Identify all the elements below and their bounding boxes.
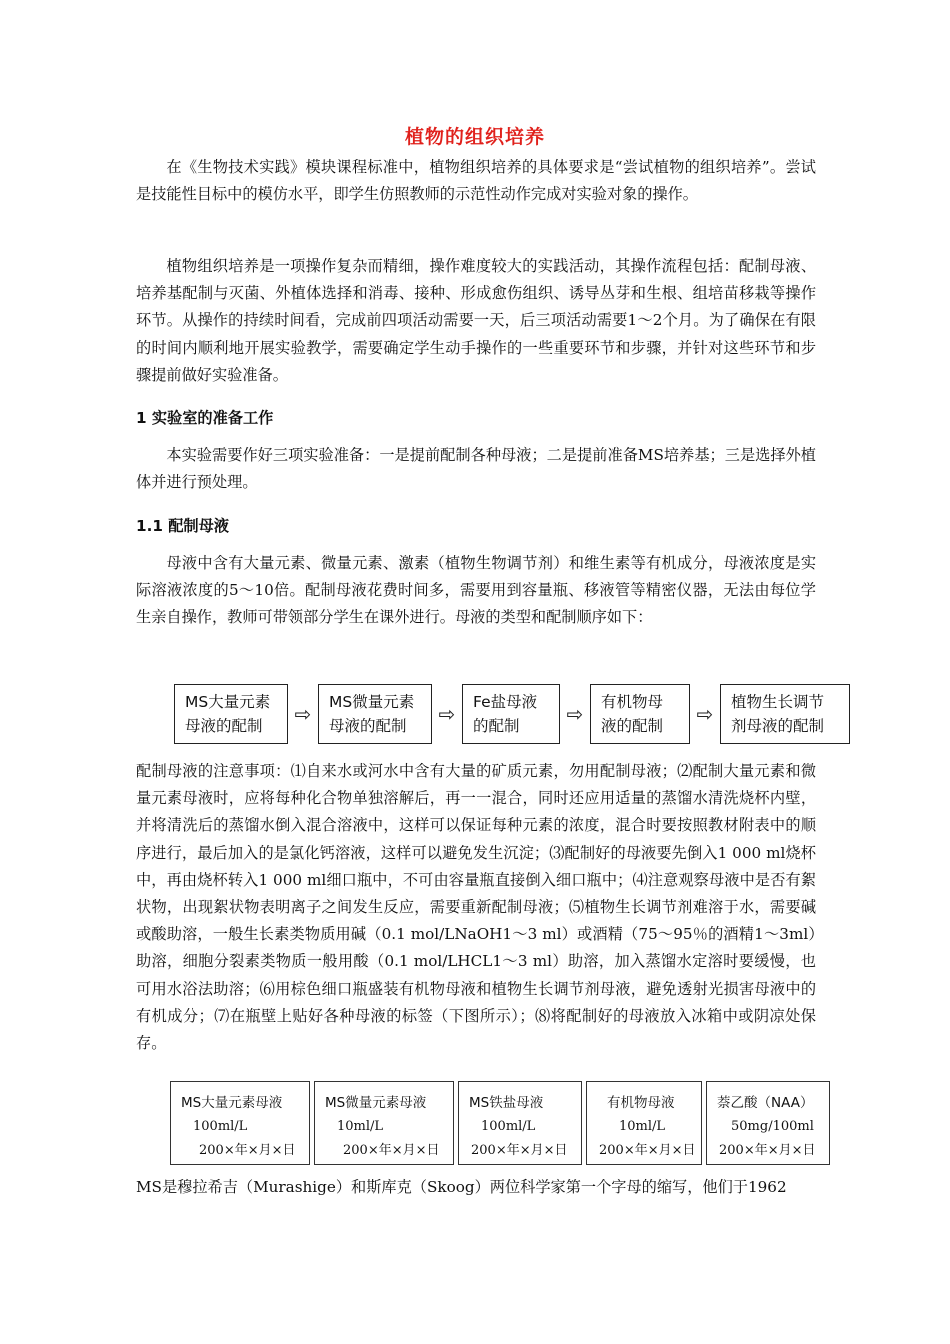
bottle-label	[706, 1081, 830, 1165]
flow-step-line: 剂母液的配制	[731, 717, 825, 735]
label-concentration: 10ml/L	[337, 1119, 384, 1134]
document-title: 植物的组织培养	[404, 126, 545, 148]
label-date: 200×年×月×日	[471, 1143, 568, 1158]
label-name: 萘乙酸（NAA）	[717, 1095, 814, 1111]
flow-step	[174, 684, 288, 744]
paragraph-precautions: 配制母液的注意事项：⑴自来水或河水中含有大量的矿质元素，勿用配制母液；⑵配制大量元素和微量元素母液时，应将每种化合物单独溶解后，再一一混合，同时还应用适量的蒸馏水清洗烧杯内壁，并将清洗后的蒸馏水倒入混合溶液中，这样可以保证每种元素的浓度，混合时要按照教材附表中的顺序进行，最后加入的是氯化钙溶液，这样可以避免发生沉淀；⑶配制好的母液要先倒入1 000 ml烧杯中，再由烧杯转入1 000 ml细口瓶中，不可由容量瓶直接倒入细口瓶中；⑷注意观察母液中是否有絮状物，出现絮状物表明离子之间发生反应，需要重新配制母液；⑸植物生长调节剂难溶于水，需要碱或酸助溶，一般生长素类物质用碱（0.1 mol/LNaOH1～3 ml）或酒精（75～95％的酒精1～3ml）助溶，细胞分裂素类物质一般用酸（0.1 mol/LHCL1～3 ml）助溶，加入蒸馏水定溶时要缓慢，也可用水浴法助溶；⑹用棕色细口瓶盛装有机物母液和植物生长调节剂母液，避免透射光损害母液中的有机成分；⑺在瓶壁上贴好各种母液的标签（下图所示）；⑻将配制好的母液放入冰箱中或阴凉处保存。	[136, 762, 816, 1053]
bottle-labels-figure	[170, 1081, 830, 1165]
flow-step-line: 母液的配制	[329, 717, 407, 735]
flow-step-line: 母液的配制	[185, 717, 263, 735]
bottle-label	[586, 1081, 702, 1165]
paragraph-process: 植物组织培养是一项操作复杂而精细，操作难度较大的实践活动，其操作流程包括：配制母液、培养基配制与灭菌、外植体选择和消毒、接种、形成愈伤组织、诱导丛芽和生根、组培苗移栽等操作环节。从操作的持续时间看，完成前四项活动需要一天，后三项活动需要1～2个月。为了确保在有限的时间内顺利地开展实验教学，需要确定学生动手操作的一些重要环节和步骤，并针对这些环节和步骤提前做好实验准备。	[136, 257, 816, 384]
flow-step	[720, 684, 850, 744]
label-name: 有机物母液	[607, 1095, 675, 1111]
stock-solution-flowchart	[174, 682, 856, 746]
label-date: 200×年×月×日	[599, 1143, 696, 1158]
flow-step-line: Fe盐母液	[473, 693, 538, 711]
label-name: MS大量元素母液	[181, 1095, 283, 1111]
label-name: MS微量元素母液	[325, 1095, 427, 1111]
paragraph-stock-solution: 母液中含有大量元素、微量元素、激素（植物生物调节剂）和维生素等有机成分，母液浓度是实际溶液浓度的5～10倍。配制母液花费时间多，需要用到容量瓶、移液管等精密仪器，无法由每位学生亲自操作，教师可带领部分学生在课外进行。母液的类型和配制顺序如下：	[136, 554, 816, 627]
flow-step-line: MS微量元素	[329, 693, 415, 711]
paragraph-preparation: 本实验需要作好三项实验准备：一是提前配制各种母液；二是提前准备MS培养基；三是选择外植体并进行预处理。	[136, 446, 816, 492]
flow-step	[462, 684, 560, 744]
paragraph-ms-origin: MS是穆拉希吉（Murashige）和斯库克（Skoog）两位科学家第一个字母的缩写，他们于1962	[136, 1178, 787, 1196]
label-concentration: 50mg/100ml	[731, 1119, 814, 1134]
label-concentration: 100ml/L	[481, 1119, 536, 1134]
flow-step-line: 植物生长调节	[731, 693, 825, 711]
flow-step	[590, 684, 690, 744]
bottle-label	[458, 1081, 582, 1165]
flow-step-line: 液的配制	[601, 717, 664, 735]
label-concentration: 100ml/L	[193, 1119, 248, 1134]
flow-step-line: 有机物母	[601, 693, 664, 711]
paragraph-intro: 在《生物技术实践》模块课程标准中，植物组织培养的具体要求是“尝试植物的组织培养”。尝试是技能性目标中的模仿水平，即学生仿照教师的示范性动作完成对实验对象的操作。	[136, 158, 816, 204]
label-date: 200×年×月×日	[343, 1143, 440, 1158]
section-heading-1: 1 实验室的准备工作	[136, 409, 274, 427]
label-date: 200×年×月×日	[719, 1143, 816, 1158]
arrow-right-icon: ⇨	[566, 702, 584, 726]
flow-step-line: 的配制	[473, 717, 520, 735]
bottle-label	[170, 1081, 310, 1165]
label-concentration: 10ml/L	[619, 1119, 666, 1134]
flow-step-line: MS大量元素	[185, 693, 271, 711]
label-date: 200×年×月×日	[199, 1143, 296, 1158]
arrow-right-icon: ⇨	[294, 702, 312, 726]
bottle-label	[314, 1081, 454, 1165]
section-heading-1-1: 1.1 配制母液	[136, 517, 229, 535]
flow-step	[318, 684, 432, 744]
label-name: MS铁盐母液	[469, 1095, 544, 1111]
arrow-right-icon: ⇨	[438, 702, 456, 726]
arrow-right-icon: ⇨	[696, 702, 714, 726]
